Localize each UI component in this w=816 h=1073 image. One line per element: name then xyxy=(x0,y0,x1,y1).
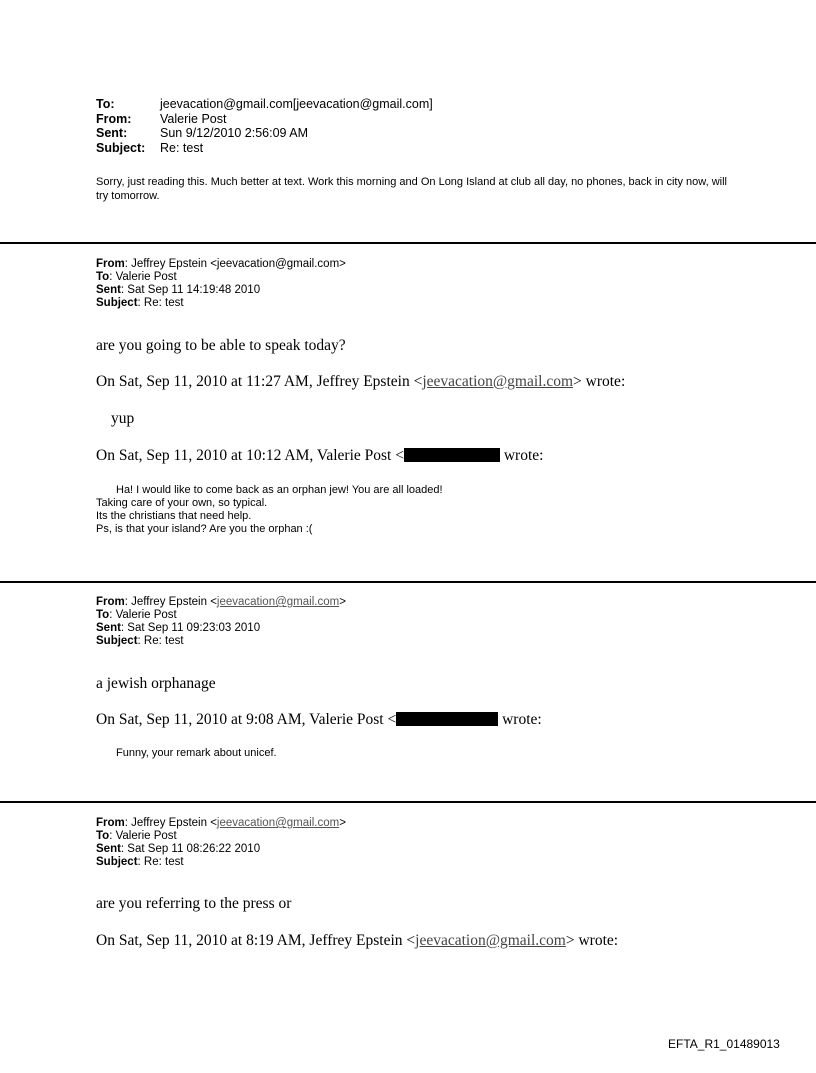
attribution-prefix: On Sat, Sep 11, 2010 at 11:27 AM, Jeffrey Epstein < xyxy=(96,373,423,390)
from-label: From xyxy=(96,817,125,829)
header-subject-row xyxy=(96,141,433,156)
sent-label: Sent xyxy=(96,622,121,634)
to-label: To xyxy=(96,830,110,842)
header-to-row xyxy=(96,97,433,112)
to-value: : Valerie Post xyxy=(109,271,177,283)
to-row xyxy=(96,271,346,284)
message-body: are you referring to the press or xyxy=(96,895,292,912)
sent-value: : Sat Sep 11 09:23:03 2010 xyxy=(120,622,261,634)
email-link[interactable]: jeevacation@gmail.com xyxy=(422,373,574,390)
message-body: a jewish orphanage xyxy=(96,675,216,692)
divider xyxy=(0,801,816,803)
header-from-row xyxy=(96,112,433,127)
quote-attribution xyxy=(96,373,625,391)
email-link[interactable]: jeevacation@gmail.com xyxy=(216,817,340,829)
subject-label: Subject: xyxy=(96,140,146,155)
to-row xyxy=(96,830,346,843)
redaction-box xyxy=(404,448,500,462)
attribution-prefix: On Sat, Sep 11, 2010 at 10:12 AM, Valerie Post < xyxy=(96,447,404,464)
quoted-text xyxy=(96,747,277,760)
message-body: Sorry, just reading this. Much better at text. Work this morning and On Long Island at club all day, no phones, back in city now, will try tomorrow. xyxy=(96,176,727,202)
quoted-line: Ha! I would like to come back as an orphan jew! You are all loaded! xyxy=(116,484,443,496)
subject-value: Re: test xyxy=(160,140,204,155)
subject-label: Subject xyxy=(96,297,138,309)
from-suffix: > xyxy=(339,817,346,829)
to-label: To xyxy=(96,271,110,283)
to-label: To: xyxy=(96,97,115,111)
from-value: : Jeffrey Epstein <jeevacation@gmail.com> xyxy=(124,258,346,270)
attribution-suffix: wrote: xyxy=(499,447,544,464)
quote-attribution xyxy=(96,711,542,729)
sent-value: : Sat Sep 11 14:19:48 2010 xyxy=(120,284,261,296)
from-suffix: > xyxy=(339,596,346,608)
message-body: are you going to be able to speak today? xyxy=(96,337,346,354)
sent-row xyxy=(96,622,346,635)
from-value: Valerie Post xyxy=(160,111,227,126)
quoted-line: Its the christians that need help. xyxy=(96,510,252,522)
quoted-line: Ps, is that your island? Are you the orphan :( xyxy=(96,523,313,535)
from-row xyxy=(96,258,346,271)
from-prefix: : Jeffrey Epstein < xyxy=(124,817,217,829)
email-header xyxy=(96,97,433,155)
sent-label: Sent xyxy=(96,843,121,855)
attribution-suffix: > wrote: xyxy=(565,932,619,949)
subject-row xyxy=(96,635,346,648)
to-value: jeevacation@gmail.com[jeevacation@gmail.com] xyxy=(160,97,433,111)
from-prefix: : Jeffrey Epstein < xyxy=(124,596,217,608)
subject-label: Subject xyxy=(96,635,138,647)
sent-row xyxy=(96,284,346,297)
document-id: EFTA_R1_01489013 xyxy=(668,1037,780,1051)
from-label: From xyxy=(96,258,125,270)
attribution-prefix: On Sat, Sep 11, 2010 at 8:19 AM, Jeffrey Epstein < xyxy=(96,932,416,949)
attribution-suffix: > wrote: xyxy=(573,373,626,390)
subject-value: : Re: test xyxy=(137,856,184,868)
to-value: : Valerie Post xyxy=(109,609,177,621)
message-header xyxy=(96,596,346,648)
subject-value: : Re: test xyxy=(137,635,184,647)
sent-label: Sent xyxy=(96,284,121,296)
from-label: From xyxy=(96,596,125,608)
to-row xyxy=(96,609,346,622)
message-header xyxy=(96,817,346,869)
divider xyxy=(0,581,816,583)
attribution-prefix: On Sat, Sep 11, 2010 at 9:08 AM, Valerie Post < xyxy=(96,711,397,728)
quote-attribution xyxy=(96,932,618,950)
reply-text: yup xyxy=(111,410,135,427)
from-label: From: xyxy=(96,111,132,126)
header-sent-row xyxy=(96,126,433,141)
email-link[interactable]: jeevacation@gmail.com xyxy=(415,932,566,949)
from-row xyxy=(96,596,346,609)
to-value: : Valerie Post xyxy=(109,830,177,842)
subject-row xyxy=(96,856,346,869)
redaction-box xyxy=(396,712,498,726)
to-label: To xyxy=(96,609,110,621)
sent-row xyxy=(96,843,346,856)
sent-value: Sun 9/12/2010 2:56:09 AM xyxy=(160,126,309,140)
subject-row xyxy=(96,297,346,310)
sent-value: : Sat Sep 11 08:26:22 2010 xyxy=(120,843,261,855)
subject-value: : Re: test xyxy=(137,297,184,309)
divider xyxy=(0,242,816,244)
quoted-line: Funny, your remark about unicef. xyxy=(116,747,277,759)
quote-attribution xyxy=(96,447,543,465)
quoted-text xyxy=(96,484,443,536)
subject-label: Subject xyxy=(96,856,138,868)
attribution-suffix: wrote: xyxy=(498,711,542,728)
from-row xyxy=(96,817,346,830)
email-link[interactable]: jeevacation@gmail.com xyxy=(216,596,340,608)
quoted-line: Taking care of your own, so typical. xyxy=(96,497,268,509)
sent-label: Sent: xyxy=(96,126,128,140)
message-header xyxy=(96,258,346,310)
